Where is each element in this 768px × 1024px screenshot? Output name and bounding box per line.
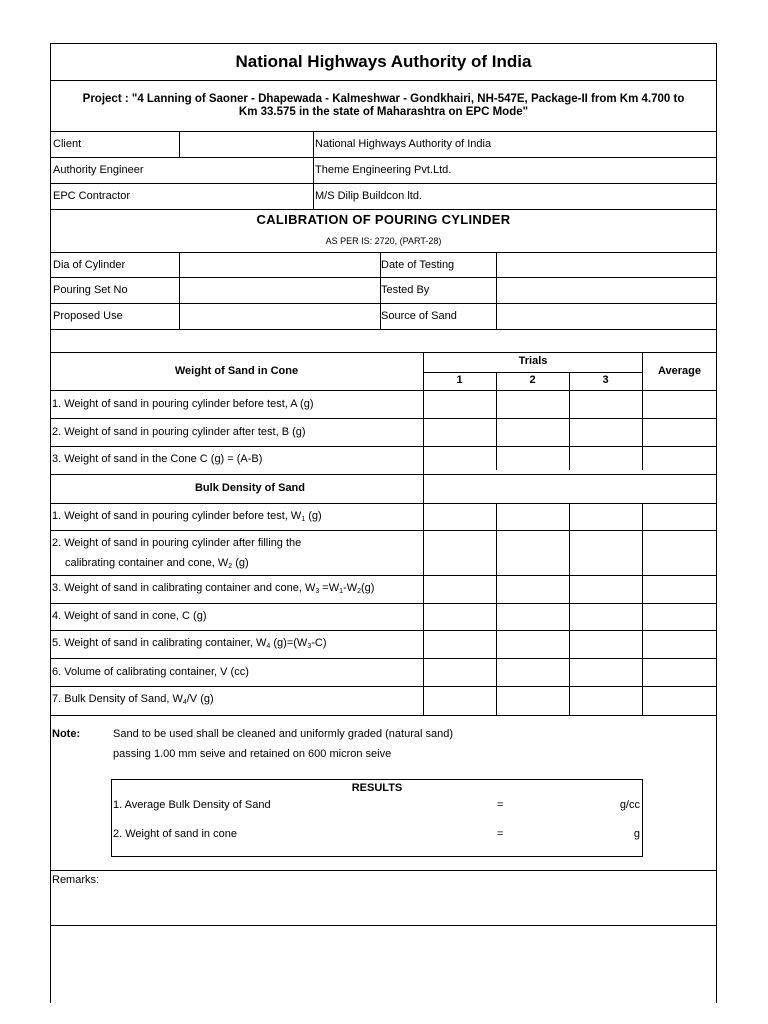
table-row: 3. Weight of sand in the Cone C (g) = (A-B) — [52, 453, 263, 465]
divider — [50, 209, 717, 210]
divider — [50, 474, 717, 475]
note-line-1: Sand to be used shall be cleaned and uniformly graded (natural sand) — [113, 728, 454, 740]
calibration-form-sheet — [50, 43, 717, 1003]
page-title: National Highways Authority of India — [235, 52, 532, 71]
result-item-2-equals: = — [497, 828, 504, 840]
trial-3-label: 3 — [602, 374, 609, 386]
divider — [50, 530, 717, 531]
form-title: CALIBRATION OF POURING CYLINDER — [256, 212, 511, 227]
table-row: 5. Weight of sand in calibrating container, $W_4$ $(g)=(W_3-C)$ — [52, 637, 327, 650]
client-label: Client — [53, 138, 82, 150]
remarks-label: Remarks: — [52, 874, 100, 886]
divider — [313, 131, 314, 209]
result-item-2: 2. Weight of sand in cone — [113, 828, 237, 840]
divider — [179, 131, 180, 157]
divider — [50, 603, 717, 604]
result-item-2-unit: g — [633, 828, 640, 840]
authority-engineer-value: Theme Engineering Pvt.Ltd. — [315, 164, 452, 176]
bulk-density-heading: Bulk Density of Sand — [194, 482, 306, 494]
average-label: Average — [657, 365, 701, 377]
epc-contractor-value: M/S Dilip Buildcon ltd. — [315, 190, 422, 202]
divider — [50, 503, 717, 504]
divider — [423, 372, 643, 373]
trials-label: Trials — [518, 355, 548, 367]
results-title: RESULTS — [351, 782, 403, 794]
table-header-label: Weight of Sand in Cone — [174, 365, 299, 377]
divider — [642, 503, 643, 715]
proposed-use-label: Proposed Use — [53, 310, 123, 322]
divider — [50, 390, 717, 391]
result-item-1: 1. Average Bulk Density of Sand — [113, 799, 271, 811]
epc-contractor-label: EPC Contractor — [53, 190, 131, 202]
divider — [50, 715, 717, 716]
table-row: 3. Weight of sand in calibrating container and cone, $W_3 =W_1-W_2(g)$ — [52, 582, 375, 595]
trial-1-label: 1 — [456, 374, 463, 386]
table-row: 6. Volume of calibrating container, V (cc) — [52, 666, 249, 678]
form-standard: AS PER IS: 2720, (PART-28) — [325, 236, 442, 246]
divider — [50, 418, 717, 419]
project-line-2: Km 33.575 in the state of Maharashtra on EPC Mode" — [238, 106, 529, 118]
divider — [569, 503, 570, 715]
divider — [50, 277, 717, 278]
sheet-top-border — [50, 43, 717, 44]
divider — [50, 157, 717, 158]
dia-of-cylinder-label: Dia of Cylinder — [53, 259, 126, 271]
divider — [50, 303, 717, 304]
note-line-2: passing 1.00 mm seive and retained on 600 micron seive — [113, 748, 392, 760]
result-item-1-equals: = — [497, 799, 504, 811]
table-row: 2. Weight of sand in pouring cylinder after filling the — [52, 537, 302, 549]
client-value: National Highways Authority of India — [315, 138, 492, 150]
divider — [50, 131, 717, 132]
divider — [50, 446, 717, 447]
project-line-1: Project : "4 Lanning of Saoner - Dhapewada - Kalmeshwar - Gondkhairi, NH-547E, Package-II from Km 4.700 to — [82, 93, 685, 105]
source-of-sand-label: Source of Sand — [381, 310, 457, 322]
divider — [496, 503, 497, 715]
table-row: 2. Weight of sand in pouring cylinder after test, B (g) — [52, 426, 306, 438]
divider — [50, 252, 717, 253]
divider — [50, 925, 717, 926]
divider — [50, 575, 717, 576]
divider — [50, 329, 717, 330]
trial-2-label: 2 — [529, 374, 536, 386]
divider — [50, 686, 717, 687]
tested-by-label: Tested By — [381, 284, 430, 296]
authority-engineer-label: Authority Engineer — [53, 164, 144, 176]
divider — [50, 80, 717, 81]
divider — [50, 183, 717, 184]
note-label: Note: — [52, 728, 81, 740]
divider — [179, 252, 180, 329]
divider — [50, 352, 717, 353]
sheet-left-border — [50, 43, 51, 1003]
table-row: 7. Bulk Density of Sand, $W_4/V$ (g) — [52, 693, 214, 706]
table-row: 1. Weight of sand in pouring cylinder before test, A (g) — [52, 398, 314, 410]
table-row: 4. Weight of sand in cone, C (g) — [52, 610, 207, 622]
sheet-right-border — [716, 43, 717, 1003]
result-item-1-unit: g/cc — [619, 799, 640, 811]
pouring-set-label: Pouring Set No — [53, 284, 128, 296]
divider — [50, 658, 717, 659]
table-row: 1. Weight of sand in pouring cylinder before test, $W_1$ (g) — [52, 510, 322, 523]
divider — [50, 630, 717, 631]
table-row: calibrating container and cone, $W_2$ (g) — [65, 557, 249, 570]
divider — [423, 352, 424, 715]
divider — [496, 252, 497, 329]
divider — [50, 870, 717, 871]
date-of-testing-label: Date of Testing — [381, 259, 455, 271]
